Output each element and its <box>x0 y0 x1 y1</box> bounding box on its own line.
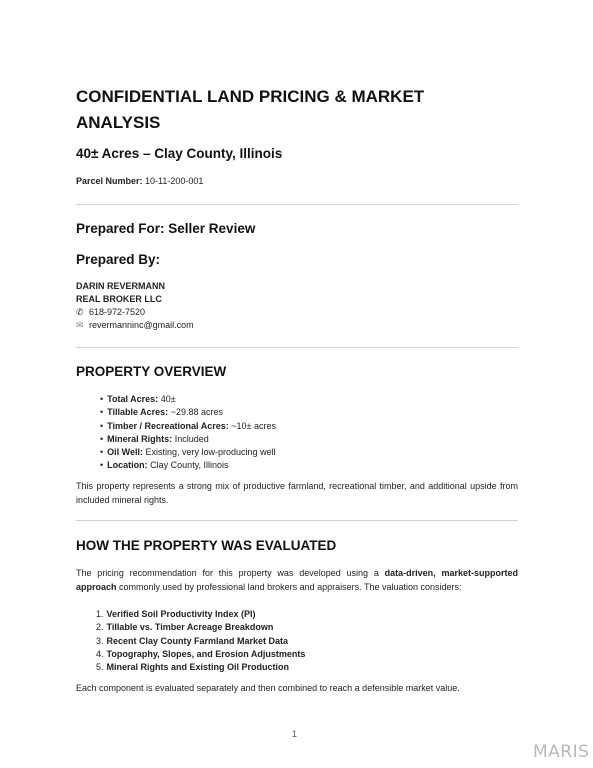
document-subtitle: 40± Acres – Clay County, Illinois <box>76 146 283 161</box>
envelope-icon: ✉ <box>76 320 84 330</box>
maris-watermark: MARIS <box>533 742 590 762</box>
list-item: • Tillable Acres: ~29.88 acres <box>100 406 276 419</box>
phone-line <box>76 306 194 319</box>
page-number: 1 <box>292 729 298 739</box>
prepared-by-heading: Prepared By: <box>76 252 161 267</box>
divider <box>76 204 518 205</box>
parcel-number <box>76 176 203 186</box>
prepared-by-contact <box>76 280 194 332</box>
list-item: 5. Mineral Rights and Existing Oil Production <box>96 662 290 673</box>
overview-list <box>100 393 276 473</box>
email-line <box>76 319 194 332</box>
list-item: • Oil Well: Existing, very low-producing well <box>100 446 276 459</box>
list-item: • Total Acres: 40± <box>100 393 276 406</box>
email-address: revermanninc@gmail.com <box>89 320 194 330</box>
phone-number: 618-972-7520 <box>89 307 146 317</box>
list-item: • Location: Clay County, Illinois <box>100 459 276 472</box>
divider <box>76 347 518 348</box>
phone-icon: ✆ <box>76 307 84 317</box>
list-item: 3. Recent Clay County Farmland Market Data <box>96 635 289 646</box>
overview-paragraph: This property represents a strong mix of productive farmland, recreational timber, and additional upside from included mineral rights. <box>76 481 518 505</box>
prepared-for-heading: Prepared For: Seller Review <box>76 221 256 236</box>
parcel-value: 10-11-200-001 <box>145 176 204 186</box>
document-title: CONFIDENTIAL LAND PRICING & MARKET ANALYSIS <box>76 87 425 132</box>
divider <box>76 520 518 521</box>
broker-company: REAL BROKER LLC <box>76 294 162 304</box>
overview-heading: PROPERTY OVERVIEW <box>76 364 227 379</box>
parcel-label: Parcel Number: <box>76 176 143 186</box>
list-item: 1. Verified Soil Productivity Index (PI) <box>96 609 256 619</box>
evaluation-closing: Each component is evaluated separately and then combined to reach a defensible market value. <box>76 683 460 693</box>
evaluation-heading: HOW THE PROPERTY WAS EVALUATED <box>76 538 337 553</box>
list-item: 4. Topography, Slopes, and Erosion Adjustments <box>96 648 306 659</box>
broker-name: DARIN REVERMANN <box>76 281 166 291</box>
list-item: 2. Tillable vs. Timber Acreage Breakdown <box>96 622 274 633</box>
evaluation-list <box>96 608 305 674</box>
evaluation-intro: The pricing recommendation for this property was developed using a data-driven, market-supported approach commonly used by professional land brokers and appraisers. The valuation considers: <box>76 568 518 592</box>
list-item: • Mineral Rights: Included <box>100 433 276 446</box>
list-item: • Timber / Recreational Acres: ~10± acres <box>100 420 276 433</box>
